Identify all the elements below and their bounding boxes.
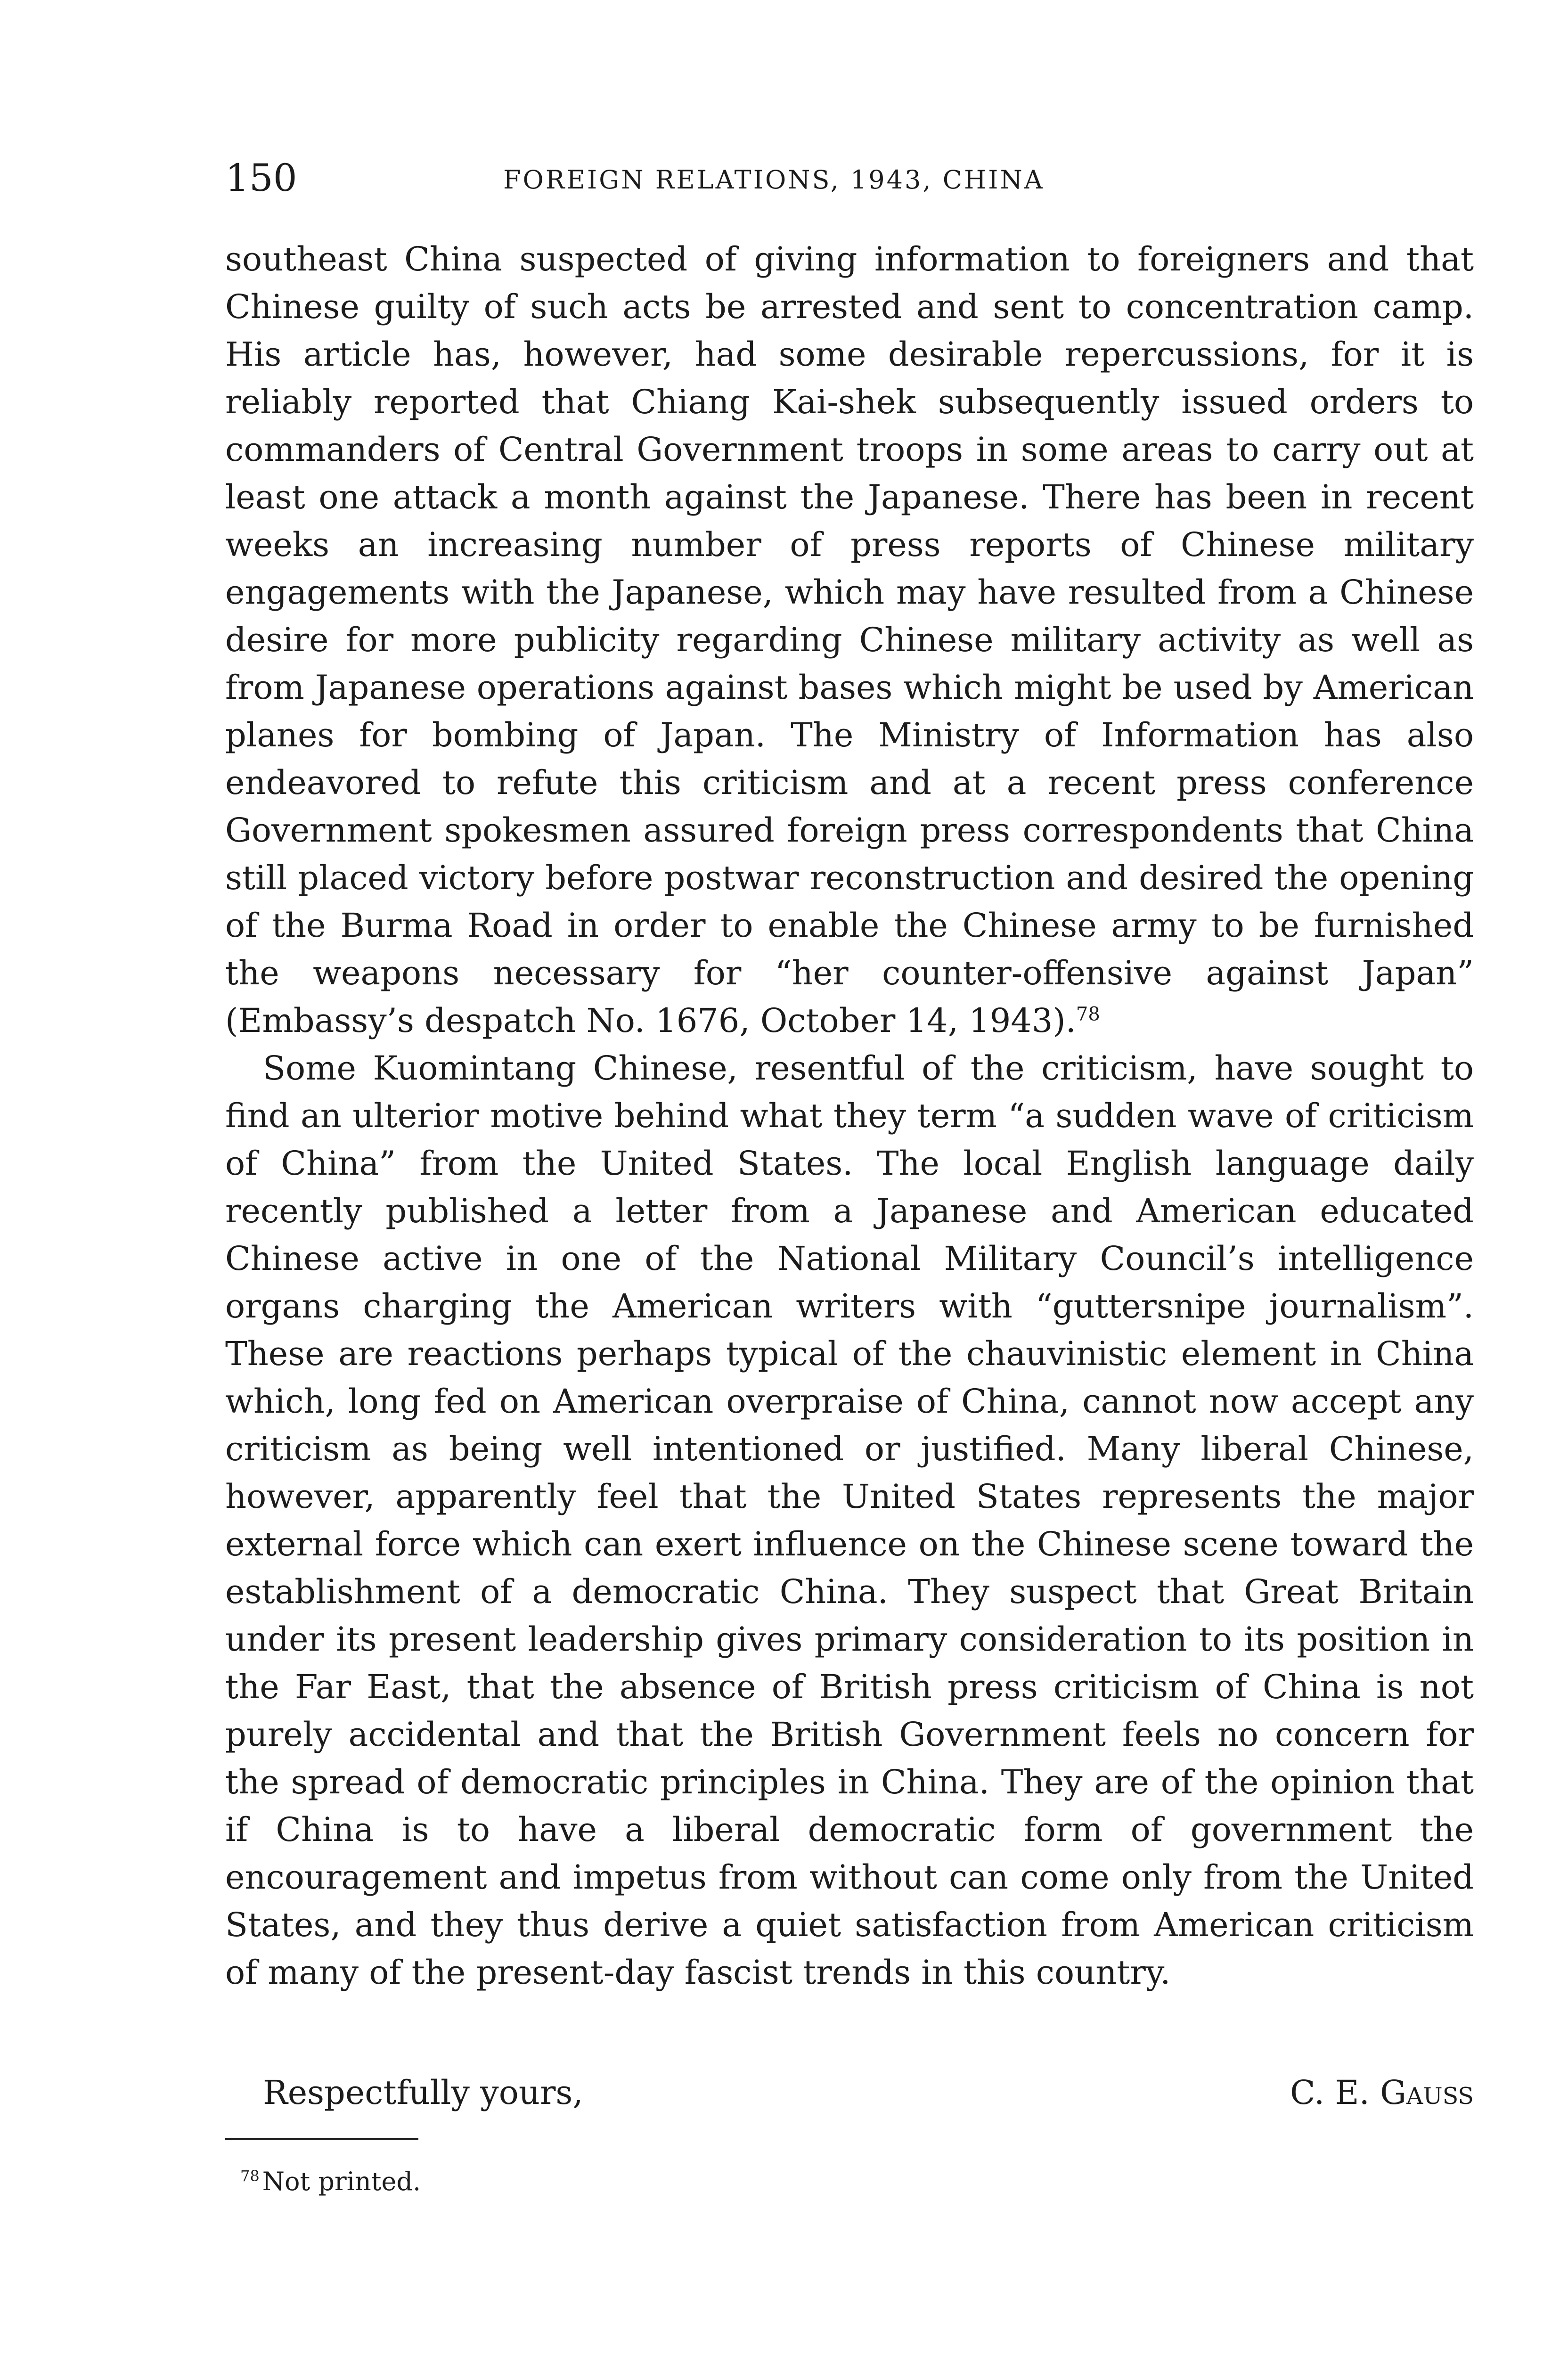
footnote	[240, 2163, 421, 2201]
page-header	[225, 155, 1474, 211]
paragraph-1-text: southeast China suspected of giving information to foreigners and that Chinese guilty of such acts be arrested and sent to concentration camp. His article has, however, had some desirable repercussions, for it is reliably reported that Chiang Kai-shek subsequently issued orders to commanders of Central Government troops in some areas to carry out at least one attack a month against the Japanese. There has been in recent weeks an increasing number of press reports of Chinese military engagements with the Japanese, which may have resulted from a Chinese desire for more publicity regarding Chinese military activity as well as from Japanese operations against bases which might be used by American planes for bombing of Japan. The Ministry of Information has also endeavored to refute this criticism and at a recent press conference Government spokesmen assured foreign press correspondents that China still placed victory before postwar reconstruction and desired the opening of the Burma Road in order to enable the Chinese army to be furnished the weapons necessary for “her counter-offensive against Japan” (Embassy’s despatch No. 1676, October 14, 1943).	[225, 240, 1474, 1040]
footnote-reference: 78	[1076, 1003, 1100, 1025]
footnote-divider	[225, 2138, 418, 2140]
letter-closing	[263, 2069, 1474, 2117]
footnote-text: Not printed.	[262, 2167, 421, 2196]
signature-initials: C. E.	[1290, 2073, 1370, 2112]
paragraph-1	[225, 236, 1474, 1045]
signature-surname: Gauss	[1380, 2073, 1474, 2112]
running-head: FOREIGN RELATIONS, 1943, CHINA	[503, 165, 1045, 195]
page-number: 150	[225, 156, 297, 200]
body-text	[225, 236, 1474, 1996]
footnote-number: 78	[240, 2167, 260, 2185]
salutation: Respectfully yours,	[263, 2073, 583, 2112]
signature	[1290, 2069, 1474, 2117]
paragraph-2: Some Kuomintang Chinese, resentful of the criticism, have sought to find an ulterior motive behind what they term “a sudden wave of criticism of China” from the United States. The local English language daily recently published a letter from a Japanese and American educated Chinese active in one of the National Military Council’s intelligence organs charging the American writers with “guttersnipe journalism”. These are reactions perhaps typical of the chauvinistic element in China which, long fed on American overpraise of China, cannot now accept any criticism as being well intentioned or justified. Many liberal Chinese, however, apparently feel that the United States represents the major external force which can exert influence on the Chinese scene toward the establishment of a democratic China. They suspect that Great Britain under its present leadership gives primary consideration to its position in the Far East, that the absence of British press criticism of China is not purely accidental and that the British Government feels no concern for the spread of democratic principles in China. They are of the opinion that if China is to have a liberal democratic form of government the encouragement and impetus from without can come only from the United States, and they thus derive a quiet satisfaction from American criticism of many of the present-day fascist trends in this country.	[225, 1049, 1474, 1992]
